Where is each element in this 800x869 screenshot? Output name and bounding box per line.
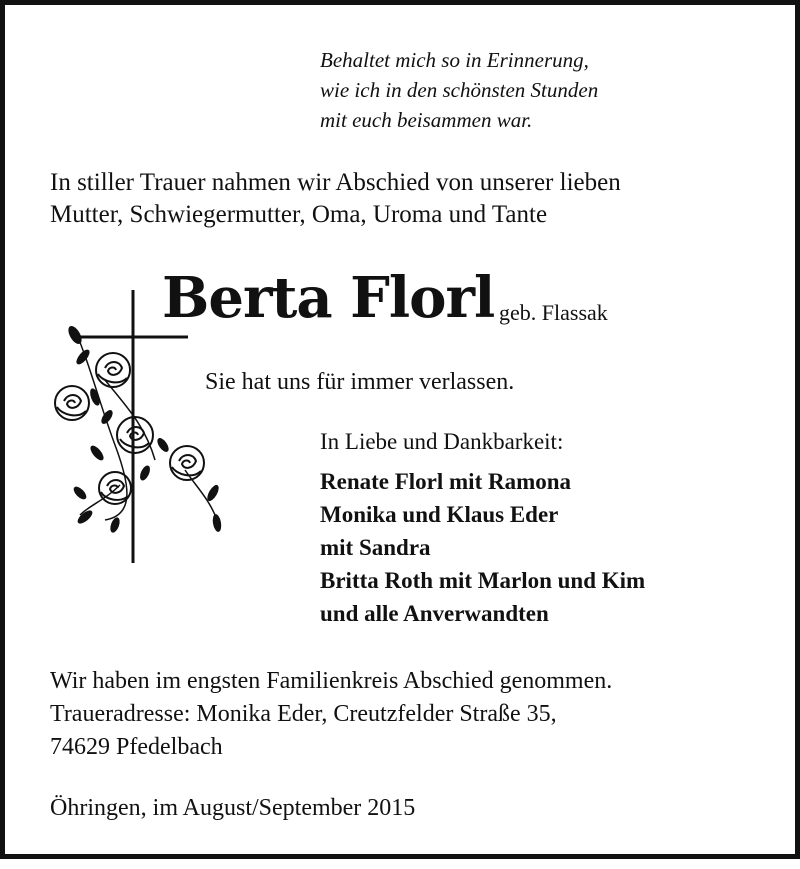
mourning-address-city: 74629 Pfedelbach [50, 734, 223, 760]
poem-line: mit euch beisammen war. [320, 108, 533, 132]
place-and-date: Öhringen, im August/September 2015 [50, 795, 416, 821]
poem-line: wie ich in den schönsten Stunden [320, 78, 599, 102]
intro-line: Mutter, Schwiegermutter, Oma, Uroma und Tante [50, 201, 548, 228]
closing-line: Wir haben im engsten Familienkreis Abschied genommen. [50, 668, 613, 694]
thanks-label: In Liebe und Dankbarkeit: [320, 429, 564, 454]
intro-text [50, 167, 621, 231]
deceased-name: Berta Florl [162, 265, 495, 331]
poem-line: Behaltet mich so in Erinnerung, [320, 48, 589, 72]
birth-name: geb. Flassak [499, 300, 608, 325]
mourner-line: und alle Anverwandten [320, 601, 549, 626]
mourner-line: Monika und Klaus Eder [320, 502, 559, 527]
intro-line: In stiller Trauer nahmen wir Abschied von unserer lieben [50, 169, 621, 196]
mourner-line: mit Sandra [320, 535, 431, 560]
mourner-line: Renate Florl mit Ramona [320, 469, 572, 494]
cross-with-roses-icon [45, 285, 235, 574]
poem [320, 45, 598, 135]
mourners-list [320, 465, 645, 630]
closing-text [50, 665, 612, 764]
mourner-line: Britta Roth mit Marlon und Kim [320, 568, 646, 593]
departure-message: Sie hat uns für immer verlassen. [205, 369, 515, 395]
mourning-address: Traueradresse: Monika Eder, Creutzfelder Straße 35, [50, 701, 557, 727]
